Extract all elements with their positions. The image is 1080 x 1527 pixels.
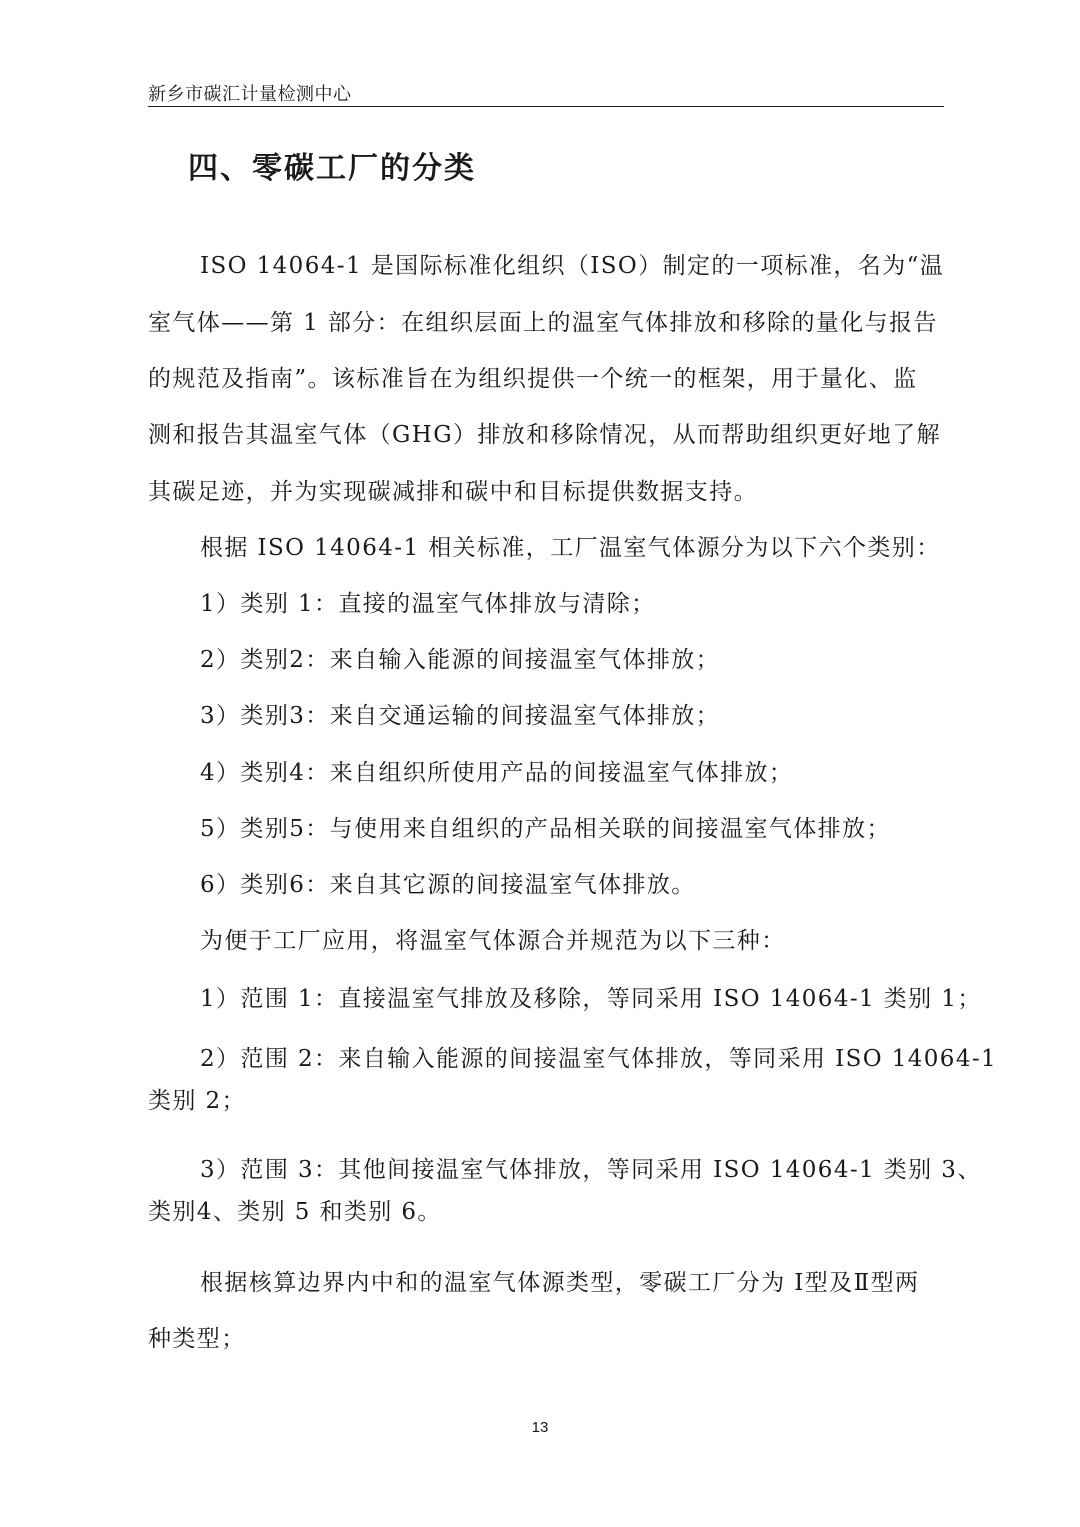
category-item-4: 4）类别4：来自组织所使用产品的间接温室气体排放； bbox=[200, 760, 794, 786]
classification-line-1: 根据核算边界内中和的温室气体源类型，零碳工厂分为 Ⅰ型及Ⅱ型两 bbox=[200, 1270, 920, 1296]
classification-line-2: 种类型； bbox=[148, 1326, 246, 1352]
intro-line-3: 的规范及指南”。该标准旨在为组织提供一个统一的框架，用于量化、监 bbox=[148, 366, 918, 392]
intro-line-2: 室气体——第 1 部分：在组织层面上的温室气体排放和移除的量化与报告 bbox=[148, 310, 938, 336]
header-org-name: 新乡市碳汇计量检测中心 bbox=[148, 84, 352, 105]
category-item-6: 6）类别6：来自其它源的间接温室气体排放。 bbox=[200, 872, 696, 898]
section-title: 四、零碳工厂的分类 bbox=[188, 151, 476, 186]
scope-item-2: 2）范围 2：来自输入能源的间接温室气体排放，等同采用 ISO 14064-1 bbox=[200, 1046, 998, 1072]
category-item-2: 2）类别2：来自输入能源的间接温室气体排放； bbox=[200, 647, 721, 673]
categories-intro: 根据 ISO 14064-1 相关标准，工厂温室气体源分为以下六个类别： bbox=[200, 535, 941, 561]
scope-item-2-continued: 类别 2； bbox=[148, 1088, 246, 1114]
intro-line-5: 其碳足迹，并为实现碳减排和碳中和目标提供数据支持。 bbox=[148, 479, 758, 505]
page-header bbox=[148, 78, 944, 107]
category-item-1: 1）类别 1：直接的温室气体排放与清除； bbox=[200, 591, 656, 617]
page-number: 13 bbox=[531, 1419, 549, 1436]
scope-item-1: 1）范围 1：直接温室气排放及移除，等同采用 ISO 14064-1 类别 1； bbox=[200, 986, 982, 1012]
intro-line-1: ISO 14064-1 是国际标准化组织（ISO）制定的一项标准，名为“温 bbox=[200, 253, 945, 279]
category-item-5: 5）类别5：与使用来自组织的产品相关联的间接温室气体排放； bbox=[200, 816, 891, 842]
scopes-intro: 为便于工厂应用，将温室气体源合并规范为以下三种： bbox=[200, 928, 786, 954]
scope-item-3-continued: 类别4、类别 5 和类别 6。 bbox=[148, 1199, 442, 1225]
intro-line-4: 测和报告其温室气体（GHG）排放和移除情况，从而帮助组织更好地了解 bbox=[148, 422, 942, 448]
scope-item-3: 3）范围 3：其他间接温室气体排放，等同采用 ISO 14064-1 类别 3、 bbox=[200, 1157, 982, 1183]
category-item-3: 3）类别3：来自交通运输的间接温室气体排放； bbox=[200, 703, 721, 729]
